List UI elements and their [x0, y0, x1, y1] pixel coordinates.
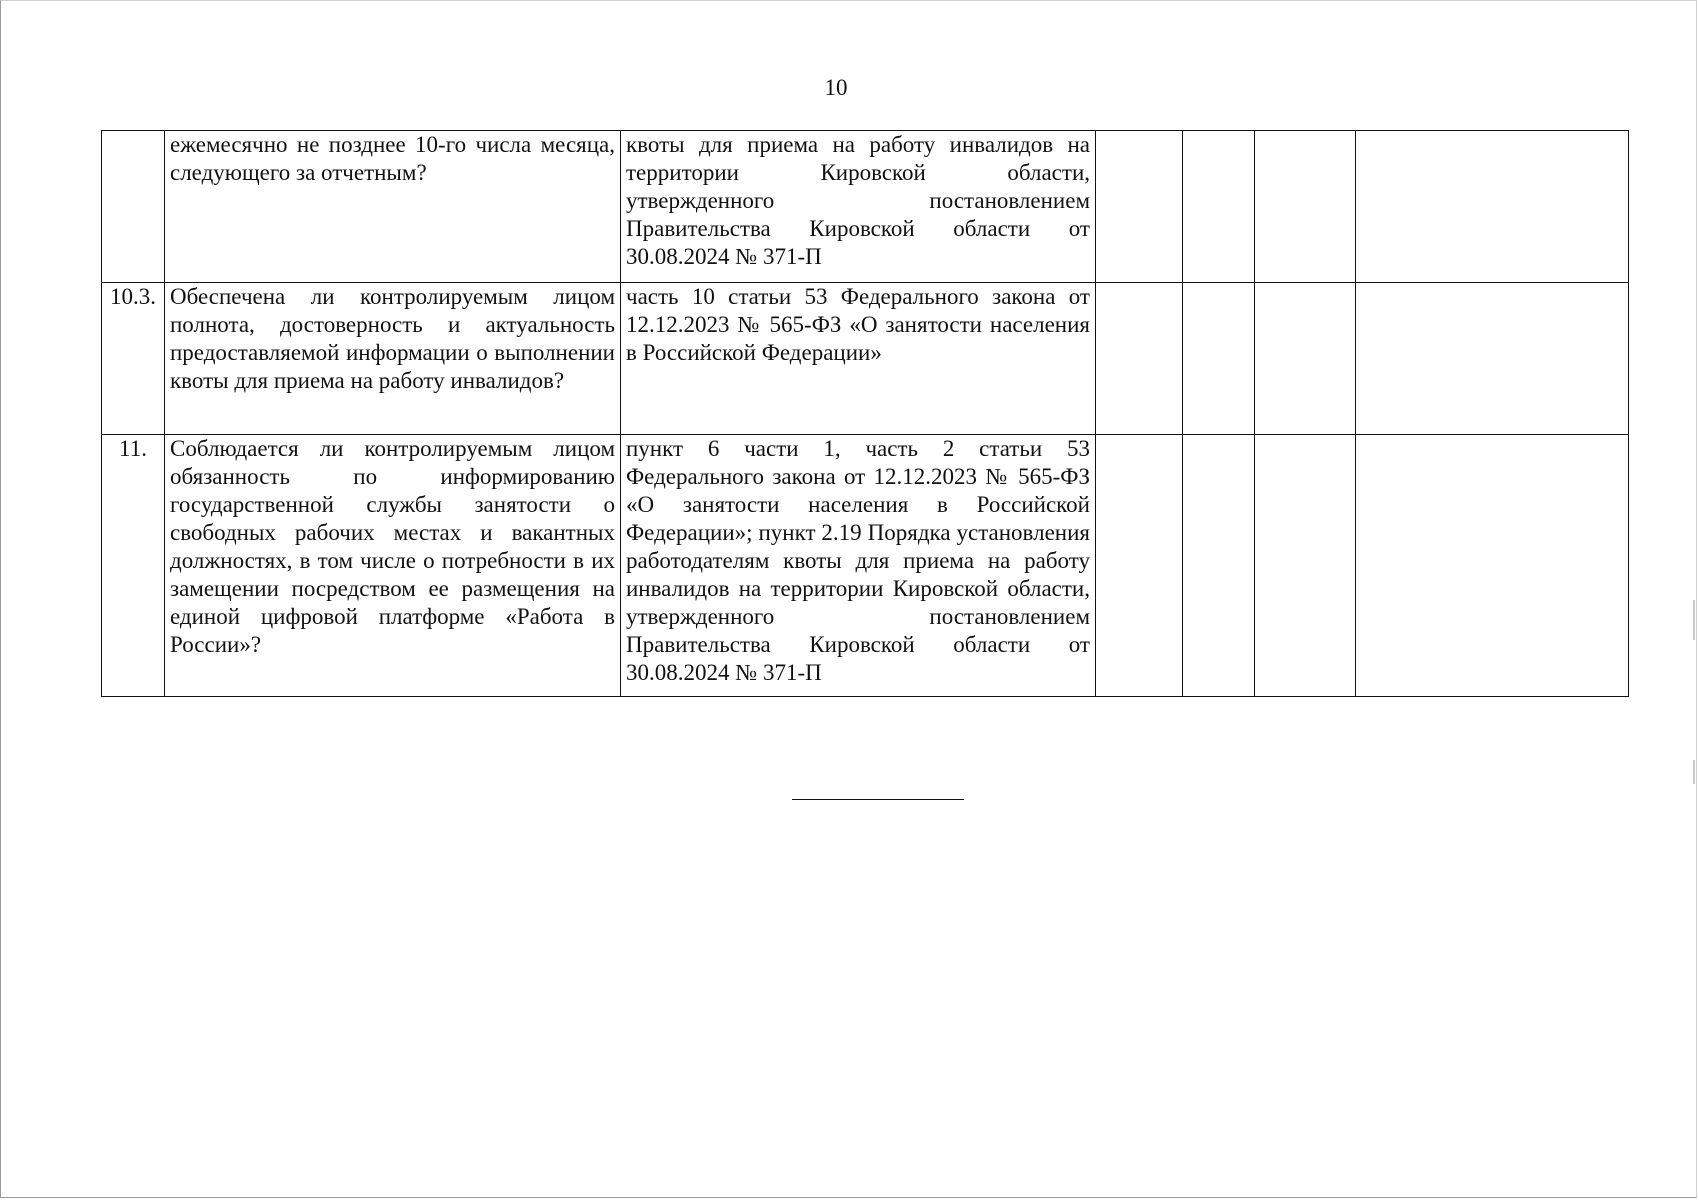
question-text: ежемесячно не позднее 10-го числа месяца, следующего за отчетным?	[170, 132, 615, 185]
answer-yes-cell	[1096, 131, 1183, 283]
row-number-cell	[102, 435, 165, 697]
answer-yes-cell	[1096, 435, 1183, 697]
answer-yes-cell	[1096, 283, 1183, 435]
table-row	[102, 283, 1629, 435]
legal-reference-cell	[621, 435, 1096, 697]
question-cell	[165, 435, 621, 697]
table-row	[102, 131, 1629, 283]
row-number: 11.	[119, 436, 147, 461]
row-number-cell	[102, 131, 165, 283]
legal-reference-cell	[621, 131, 1096, 283]
answer-no-cell	[1183, 435, 1255, 697]
answer-na-cell	[1255, 131, 1356, 283]
answer-na-cell	[1255, 435, 1356, 697]
legal-reference-text: пункт 6 части 1, часть 2 статьи 53 Федерального закона от 12.12.2023 № 565-ФЗ «О занятости населения в Российской Федерации»; пункт 2.19 Порядка установления работодателям квоты для приема на работу инвалидов на территории Кировской области, утвержденного постановлением Правительства Кировской области от 30.08.2024 № 371-П	[626, 436, 1090, 685]
question-cell	[165, 131, 621, 283]
notes-cell	[1356, 283, 1629, 435]
page-number: 10	[824, 75, 848, 100]
scan-edge-mark	[1693, 760, 1695, 784]
question-text: Соблюдается ли контролируемым лицом обязанность по информированию государственной службы занятости о свободных рабочих местах и вакантных должностях, в том числе о потребности в их замещении посредством ее размещения на единой цифровой платформе «Работа в России»?	[170, 436, 615, 657]
row-number-cell	[102, 283, 165, 435]
legal-reference-text: часть 10 статьи 53 Федерального закона от 12.12.2023 № 565-ФЗ «О занятости населения в Российской Федерации»	[626, 284, 1090, 365]
question-text: Обеспечена ли контролируемым лицом полнота, достоверность и актуальность предоставляемой информации о выполнении квоты для приема на работу инвалидов?	[170, 284, 615, 393]
legal-reference-text: квоты для приема на работу инвалидов на территории Кировской области, утвержденного постановлением Правительства Кировской области от 30.08.2024 № 371-П	[626, 132, 1090, 269]
notes-cell	[1356, 435, 1629, 697]
answer-no-cell	[1183, 283, 1255, 435]
scan-edge-mark	[1693, 600, 1695, 640]
answer-na-cell	[1255, 283, 1356, 435]
question-cell	[165, 283, 621, 435]
answer-no-cell	[1183, 131, 1255, 283]
row-number: 10.3.	[110, 284, 156, 309]
legal-reference-cell	[621, 283, 1096, 435]
notes-cell	[1356, 131, 1629, 283]
checklist-table	[101, 130, 1629, 697]
end-separator-line	[792, 799, 964, 800]
table-row	[102, 435, 1629, 697]
